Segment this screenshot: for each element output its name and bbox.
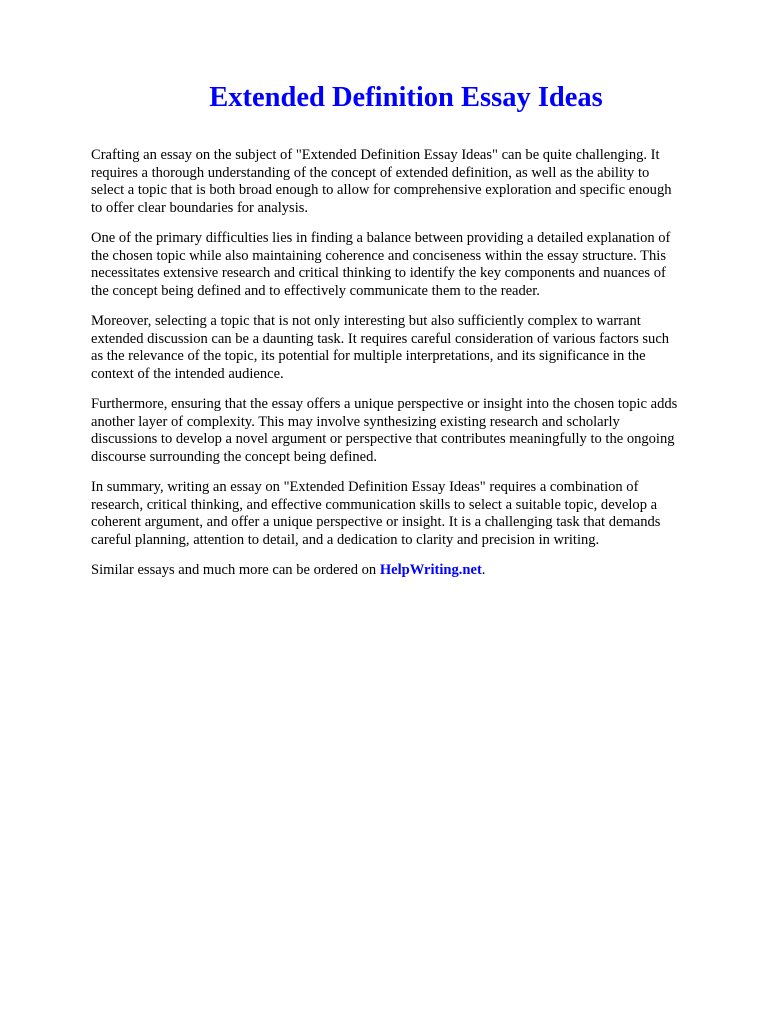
paragraph-line: discourse surrounding the concept being defined. <box>91 448 378 465</box>
paragraph-line: the chosen topic while also maintaining coherence and conciseness within the essay structure. This <box>91 247 666 264</box>
paragraph-2 <box>91 230 749 300</box>
document-title: Extended Definition Essay Ideas <box>209 82 603 113</box>
paragraph-4 <box>91 396 749 466</box>
paragraph-3 <box>91 313 749 383</box>
paragraph-line: to offer clear boundaries for analysis. <box>91 199 309 216</box>
paragraph-line: Furthermore, ensuring that the essay offers a unique perspective or insight into the chosen topic adds <box>91 396 678 412</box>
paragraph-line: Crafting an essay on the subject of "Extended Definition Essay Ideas" can be quite challenging. It <box>91 147 660 163</box>
paragraph-line: select a topic that is both broad enough to allow for comprehensive exploration and specific enough <box>91 182 672 198</box>
paragraph-line: coherent argument, and offer a unique perspective or insight. It is a challenging task that demands <box>91 514 661 530</box>
closing-line <box>91 562 749 580</box>
paragraph-line: another layer of complexity. This may involve synthesizing existing research and scholarly <box>91 413 620 430</box>
paragraph-line: context of the intended audience. <box>91 365 284 382</box>
paragraph-5 <box>91 479 749 549</box>
paragraph-1 <box>91 147 749 217</box>
paragraph-line: requires a thorough understanding of the concept of extended definition, as well as the ability to <box>91 164 650 181</box>
helpwriting-link[interactable]: HelpWriting.net <box>379 562 482 578</box>
closing-text: Similar essays and much more can be ordered on <box>91 562 380 578</box>
paragraph-line: Moreover, selecting a topic that is not only interesting but also sufficiently complex to warrant <box>91 313 641 329</box>
paragraph-line: careful planning, attention to detail, and a dedication to clarity and precision in writing. <box>91 531 600 548</box>
paragraph-line: discussions to develop a novel argument or perspective that contributes meaningfully to the ongoing <box>91 431 675 447</box>
paragraph-line: necessitates extensive research and critical thinking to identify the key components and nuances of <box>91 265 666 281</box>
document-body <box>91 147 749 580</box>
paragraph-line: as the relevance of the topic, its potential for multiple interpretations, and its significance in the <box>91 348 646 364</box>
paragraph-line: extended discussion can be a daunting task. It requires careful consideration of various factors such <box>91 330 670 347</box>
paragraph-line: research, critical thinking, and effective communication skills to select a suitable topic, develop a <box>91 496 658 513</box>
paragraph-line: the concept being defined and to effectively communicate them to the reader. <box>91 282 540 299</box>
paragraph-line: One of the primary difficulties lies in finding a balance between providing a detailed explanation of <box>91 230 671 246</box>
closing-suffix: . <box>481 562 486 578</box>
paragraph-line: In summary, writing an essay on "Extended Definition Essay Ideas" requires a combination of <box>91 479 639 495</box>
